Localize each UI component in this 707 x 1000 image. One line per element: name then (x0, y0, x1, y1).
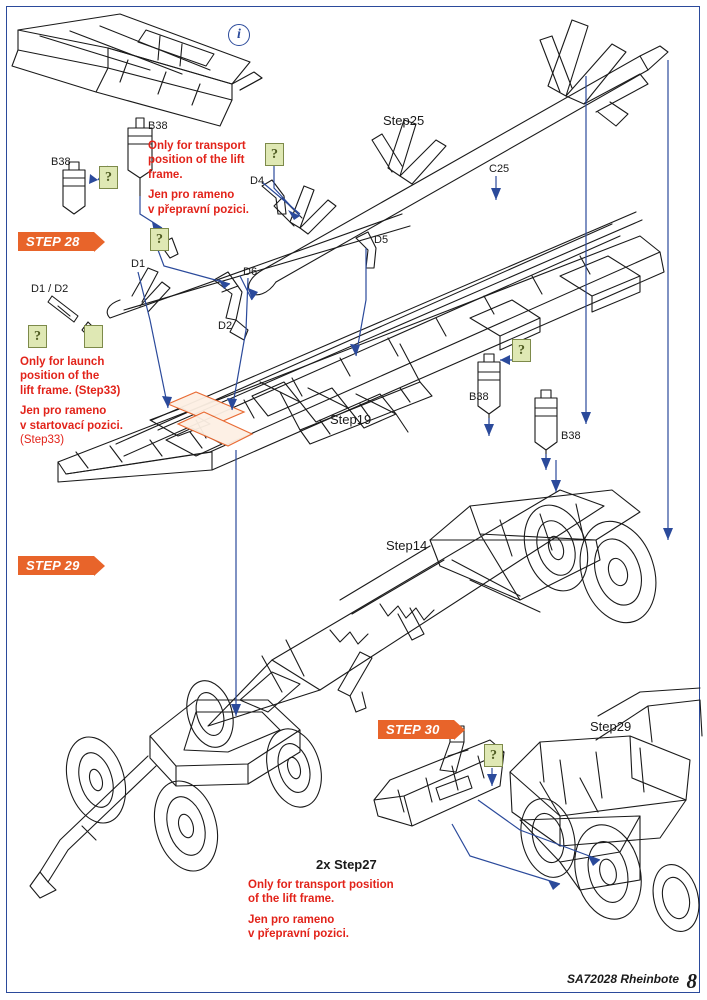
part-label-b38-right: B38 (561, 430, 581, 442)
note-launch-left-en2: position of the (20, 370, 100, 383)
question-mark-icon-1: ? (99, 166, 118, 189)
step-banner-29: STEP 29 (18, 556, 94, 575)
step-ref-step29: Step29 (590, 719, 632, 734)
question-mark-icon-4: ? (28, 325, 47, 348)
step-ref-2x-step27: 2x Step27 (316, 857, 377, 872)
note-transport-bottom-cs: Jen pro rameno (248, 913, 335, 926)
note-transport-top-en: Only for transport (148, 140, 246, 152)
note-launch-left (20, 355, 145, 447)
note-transport-top-cs2: v přepravní pozici. (148, 203, 249, 216)
note-transport-top-cs: Jen pro rameno (148, 189, 235, 202)
part-label-c25: C25 (489, 163, 510, 175)
question-mark-icon-3: ? (150, 228, 169, 251)
part-label-d5: D5 (374, 234, 389, 246)
question-mark-icon-2: ? (265, 143, 284, 166)
step-ref-step25: Step25 (383, 113, 425, 128)
note-transport-bottom-en: Only for transport position (248, 879, 394, 891)
step-ref-step19: Step19 (330, 412, 372, 427)
part-label-b38-mid: B38 (469, 391, 489, 403)
note-transport-top-en2: position of the lift (148, 154, 245, 167)
note-launch-left-cs3: (Step33) (20, 433, 65, 446)
step-banner-30: STEP 30 (378, 720, 454, 739)
note-launch-left-en: Only for launch (20, 356, 105, 368)
page-number: 8 (686, 969, 697, 993)
note-launch-left-cs: Jen pro rameno (20, 405, 107, 418)
note-launch-left-en3: lift frame. (Step33) (20, 384, 121, 397)
info-icon: i (228, 24, 250, 46)
note-launch-left-cs2: v startovací pozici. (20, 419, 123, 432)
question-mark-icon-6: ? (484, 744, 503, 767)
note-transport-top-en3: frame. (148, 168, 183, 181)
glue-marker-icon (84, 325, 103, 348)
kit-footer: SA72028 Rheinbote (566, 972, 679, 986)
note-transport-bottom-en2: of the lift frame. (248, 893, 335, 906)
step-ref-step14: Step14 (386, 538, 428, 553)
part-label-d1: D1 (131, 258, 146, 270)
part-label-d1-d2: D1 / D2 (31, 283, 69, 295)
note-transport-bottom-cs2: v přepravní pozici. (248, 928, 349, 941)
part-label-d6: D6 (243, 266, 258, 278)
part-label-d2: D2 (218, 320, 233, 332)
part-label-b38-left: B38 (51, 156, 71, 168)
note-transport-top (148, 139, 256, 217)
part-label-d4: D4 (250, 175, 265, 187)
part-label-b38-upper: B38 (148, 120, 168, 132)
question-mark-icon-5: ? (512, 339, 531, 362)
step-banner-28: STEP 28 (18, 232, 94, 251)
note-transport-bottom (248, 878, 408, 942)
